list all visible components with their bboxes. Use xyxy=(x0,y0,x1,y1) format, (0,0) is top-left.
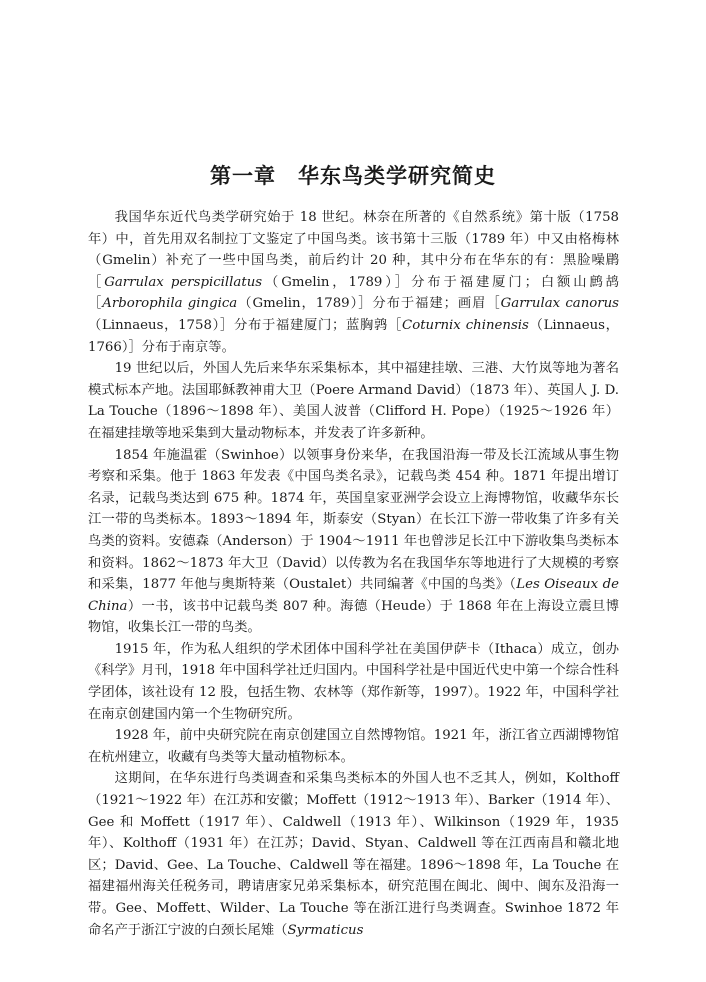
paragraph-linnaeus: 我国华东近代鸟类学研究始于 18 世纪。林奈在所著的《自然系统》第十版（1758 年）中，首先用双名制拉丁文鉴定了中国鸟类。该书第十三版（1789 年）中又由格梅林（Gmelin）补充了一些中国鸟类，前后约计 20 种，其中分布在华东的有：黑脸噪鹛［Garrulax perspicillatus（Gmelin，1789）］分布于福建厦门；白额山鹧鸪［Arborophila gingica（Gmelin，1789）］分布于福建；画眉［Garrulax canorus（Linnaeus，1758）］分布于福建厦门；蓝胸鹑［Coturnix chinensis（Linnaeus，1766）］分布于南京等。 xyxy=(88,210,620,355)
chapter-title: 华东鸟类学研究简史 xyxy=(298,164,496,188)
species-name: Syrmaticus xyxy=(287,922,364,938)
species-name: Coturnix chinensis xyxy=(402,317,529,333)
paragraph-swinhoe: 1854 年施温霍（Swinhoe）以领事身份来华，在我国沿海一带及长江流域从事生物考察和采集。他于 1863 年发表《中国鸟类名录》，记载鸟类 454 种。1871 年提出增订名录，记载鸟类达到 675 种。1874 年，英国皇家亚洲学会设立上海博物馆，收藏华东长江一带的鸟类标本。1893～1894 年，斯泰安（Styan）在长江下游一带收集了许多有关鸟类的资料。安德森（Anderson）于 1904～1911 年也曾涉足长江中下游收集鸟类标本和资料。1862～1873 年大卫（David）以传教为名在我国华东等地进行了大规模的考察和采集，1877 年他与奥斯特莱（Oustalet）共同编著《中国的鸟类》（Les Oiseaux de China）一书，该书中记载鸟类 807 种。海德（Heude）于 1868 年在上海设立震旦博物馆，收集长江一带的鸟类。 xyxy=(88,447,619,636)
species-name: Garrulax canorus xyxy=(500,296,620,312)
paragraph-19th-century: 19 世纪以后，外国人先后来华东采集标本，其中福建挂墩、三港、大竹岚等地为著名模式标本产地。法国耶稣教神甫大卫（Poere Armand David）（1873 年）、英国人 J. D. La Touche（1896～1898 年）、美国人波普（Clifford H. Pope）（1925～1926 年）在福建挂墩等地采集到大量动物标本，并发表了许多新种。 xyxy=(88,361,619,441)
paragraph-science-society: 1915 年，作为私人组织的学术团体中国科学社在美国伊萨卡（Ithaca）成立，创办《科学》月刊，1918 年中国科学社迁归国内。中国科学社是中国近代史中第一个综合性科学团体，该社设有 12 股，包括生物、农林等（郑作新等，1997）。1922 年，中国科学社在南京创建国内第一个生物研究所。 xyxy=(88,641,619,722)
book-title: Les Oiseaux de China xyxy=(88,577,619,614)
species-name: Arborophila gingica xyxy=(102,296,238,312)
chapter-heading xyxy=(0,160,706,190)
chapter-body xyxy=(88,207,619,941)
chapter-number: 第一章 xyxy=(210,164,276,188)
paragraph-foreign-collectors: 这期间，在华东进行鸟类调查和采集鸟类标本的外国人也不乏其人，例如，Kolthoff（1921～1922 年）在江苏和安徽；Moffett（1912～1913 年）、Barker（1914 年）、Gee 和 Moffett（1917 年）、Caldwell（1913 年）、Wilkinson（1929 年，1935 年）、Kolthoff（1931 年）在江苏；David、Styan、Caldwell 等在江西南昌和赣北地区；David、Gee、La Touche、Caldwell 等在福建。1896～1898 年，La Touche 在福建福州海关任税务司，聘请唐家兄弟采集标本，研究范围在闽北、闽中、闽东及沿海一带。Gee、Moffett、Wilder、La Touche 等在浙江进行鸟类调查。Swinhoe 1872 年命名产于浙江宁波的白颈长尾雉（Syrmaticus xyxy=(88,771,619,938)
paragraph-museums: 1928 年，前中央研究院在南京创建国立自然博物馆。1921 年，浙江省立西湖博物馆在杭州建立，收藏有鸟类等大量动植物标本。 xyxy=(88,728,619,765)
species-name: Garrulax perspicillatus xyxy=(104,274,263,290)
